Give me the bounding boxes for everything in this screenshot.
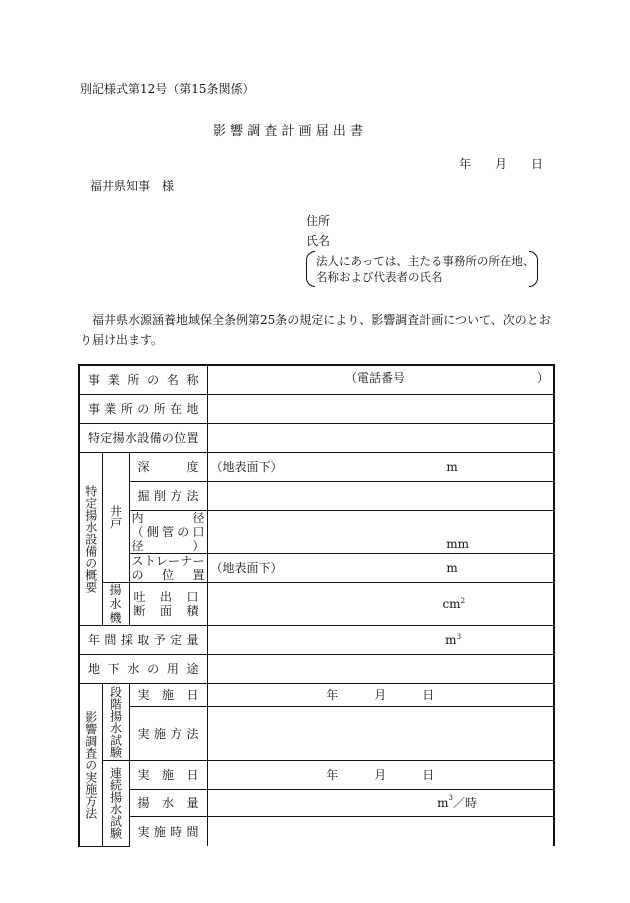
outlet-unit: cm bbox=[442, 596, 461, 611]
strainer-unit: m bbox=[446, 561, 458, 575]
diameter-unit: mm bbox=[446, 536, 470, 551]
impl-time-field[interactable] bbox=[207, 816, 554, 846]
business-name-label: 事業所の名称 bbox=[79, 365, 207, 394]
stepwise-method-field[interactable] bbox=[207, 706, 554, 760]
inner-diameter-label bbox=[129, 510, 207, 553]
pump-rate-label: 揚水量 bbox=[129, 789, 207, 816]
inner-diameter-line2: （側管の口径） bbox=[131, 524, 205, 553]
depth-field[interactable] bbox=[207, 452, 554, 481]
depth-prefix: （地表面下） bbox=[210, 460, 283, 474]
business-location-label: 事業所の所在地 bbox=[79, 394, 207, 423]
corporate-note-line1: 法人にあっては、主たる事務所の所在地、 bbox=[316, 254, 535, 268]
continuous-date-value: 年 月 日 bbox=[326, 768, 435, 782]
form-reference: 別記様式第12号（第15条関係） bbox=[80, 82, 255, 96]
strainer-position-label bbox=[129, 553, 207, 582]
method-label: 影響調査の実施方法 bbox=[79, 683, 102, 846]
rate-unit-suffix: ／時 bbox=[453, 796, 478, 810]
inner-diameter-line1: 内径 bbox=[131, 510, 205, 525]
drilling-method-label: 掘削方法 bbox=[129, 481, 207, 510]
depth-label: 深度 bbox=[129, 452, 207, 481]
pump-label-text: 揚水機 bbox=[109, 582, 122, 625]
rate-unit-sup: 3 bbox=[448, 794, 454, 802]
usage-label: 地下水の用途 bbox=[79, 654, 207, 683]
facility-overview-label: 特定揚水設備の概要 bbox=[79, 452, 102, 625]
outlet-area-field[interactable] bbox=[207, 582, 554, 625]
addressee: 福井県知事 様 bbox=[90, 179, 175, 193]
continuous-test-label: 連続揚水試験 bbox=[102, 760, 129, 846]
left-bracket bbox=[306, 251, 315, 287]
stepwise-date-label: 実施日 bbox=[129, 683, 207, 706]
outlet-line1: 吐出口 bbox=[133, 589, 199, 604]
intro-paragraph: 福井県水源涵養地域保全条例第25条の規定により、影響調査計画について、次のとおり届け出ます。 bbox=[80, 313, 551, 347]
impl-time-label: 実施時間 bbox=[129, 816, 207, 846]
rate-unit: m bbox=[437, 796, 449, 810]
well-label: 井戸 bbox=[102, 452, 129, 582]
drilling-method-field[interactable] bbox=[207, 481, 554, 510]
facility-location-field[interactable] bbox=[207, 423, 554, 452]
phone-number-label: （電話番号 ） bbox=[345, 371, 550, 385]
corporate-note-line2: 名称および代表者の氏名 bbox=[316, 270, 443, 284]
continuous-date-label: 実施日 bbox=[129, 760, 207, 789]
stepwise-test-label: 段階揚水試験 bbox=[102, 683, 129, 760]
corporate-note bbox=[306, 251, 538, 287]
annual-volume-field[interactable] bbox=[207, 625, 554, 654]
stepwise-date-value: 年 月 日 bbox=[326, 688, 435, 703]
annual-volume-label: 年間採取予定量 bbox=[79, 625, 207, 654]
name-label: 氏名 bbox=[306, 234, 331, 248]
inner-diameter-field[interactable] bbox=[207, 510, 554, 553]
strainer-prefix: （地表面下） bbox=[210, 561, 283, 575]
outlet-line2: 断面積 bbox=[133, 603, 199, 618]
right-bracket bbox=[529, 251, 538, 287]
pump-rate-field[interactable] bbox=[207, 789, 554, 816]
outlet-area-label bbox=[129, 582, 207, 625]
application-form-table bbox=[78, 364, 555, 847]
strainer-line1: ストレーナー bbox=[131, 553, 205, 568]
volume-unit: m bbox=[445, 632, 457, 647]
address-label: 住所 bbox=[306, 214, 331, 228]
page-title: 影 響 調 査 計 画 届 出 書 bbox=[213, 124, 364, 139]
stepwise-date-field[interactable] bbox=[207, 683, 554, 706]
submission-date: 年 月 日 bbox=[459, 157, 544, 171]
stepwise-method-label: 実施方法 bbox=[129, 706, 207, 760]
depth-unit: m bbox=[446, 460, 458, 474]
business-name-field[interactable] bbox=[207, 365, 554, 394]
facility-location-label: 特定揚水設備の位置 bbox=[79, 423, 207, 452]
business-location-field[interactable] bbox=[207, 394, 554, 423]
outlet-unit-sup: 2 bbox=[460, 596, 466, 605]
strainer-position-field[interactable] bbox=[207, 553, 554, 582]
pump-label bbox=[102, 582, 129, 625]
volume-unit-sup: 3 bbox=[456, 632, 462, 641]
strainer-line2: の位置 bbox=[131, 567, 205, 582]
continuous-date-field[interactable] bbox=[207, 760, 554, 789]
usage-field[interactable] bbox=[207, 654, 554, 683]
